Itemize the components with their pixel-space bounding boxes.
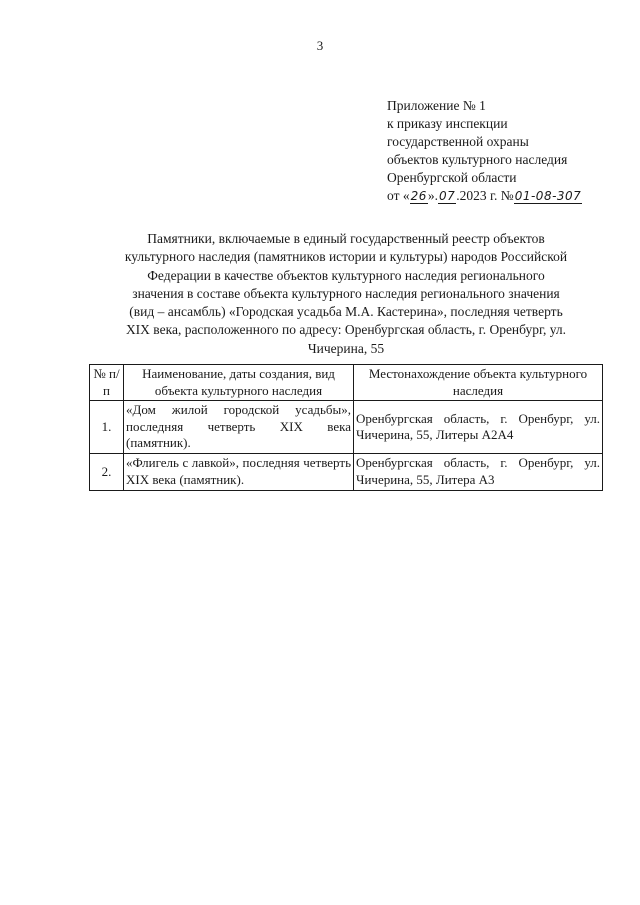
row-location: Оренбургская область, г. Оренбург, ул. Чичерина, 55, Литера А3 [354, 454, 603, 491]
appendix-line-3: государственной охраны [387, 134, 529, 149]
row-location: Оренбургская область, г. Оренбург, ул. Чичерина, 55, Литеры А2А4 [354, 401, 603, 454]
appendix-line-1: Приложение № 1 [387, 98, 486, 113]
appendix-date-line [387, 187, 582, 205]
appendix-line-2: к приказу инспекции [387, 116, 508, 131]
row-num: 1. [90, 401, 124, 454]
date-year: .2023 г. № [456, 188, 514, 203]
date-mid: ». [427, 188, 439, 203]
handwritten-day: 26 [410, 189, 427, 203]
title-line: значения в составе объекта культурного наследия регионального значения [132, 285, 560, 301]
appendix-line-4: объектов культурного наследия [387, 152, 568, 167]
title-line: Памятники, включаемые в единый государственный реестр объектов [147, 231, 545, 246]
table-row [90, 454, 603, 491]
row-name: «Флигель с лавкой», последняя четверть XIX века (памятник). [124, 454, 354, 491]
row-num: 2. [90, 454, 124, 491]
document-title [86, 230, 606, 358]
row-name: «Дом жилой городской усадьбы», последняя четверть XIX века (памятник). [124, 401, 354, 454]
table-header-row [90, 365, 603, 401]
title-line: Федерации в качестве объектов культурного наследия регионального [147, 267, 545, 283]
header-num: № п/п [90, 365, 124, 401]
table-row [90, 401, 603, 454]
header-name: Наименование, даты создания, вид объекта культурного наследия [124, 365, 354, 401]
header-location: Местонахождение объекта культурного наследия [354, 365, 603, 401]
handwritten-month: 07 [439, 189, 456, 203]
date-prefix: от « [387, 188, 410, 203]
title-line: (вид – ансамбль) «Городская усадьба М.А. Кастерина», последняя четверть [129, 304, 563, 320]
appendix-block [387, 97, 582, 205]
title-line: Чичерина, 55 [307, 340, 385, 356]
monuments-table [89, 364, 603, 491]
title-line: XIX века, расположенного по адресу: Оренбургская область, г. Оренбург, ул. [125, 322, 567, 338]
page-number: 3 [316, 38, 324, 53]
appendix-line-5: Оренбургской области [387, 170, 517, 185]
handwritten-order-number: 01-08-307 [514, 189, 582, 203]
title-line: культурного наследия (памятников истории и культуры) народов Российской [124, 249, 568, 265]
